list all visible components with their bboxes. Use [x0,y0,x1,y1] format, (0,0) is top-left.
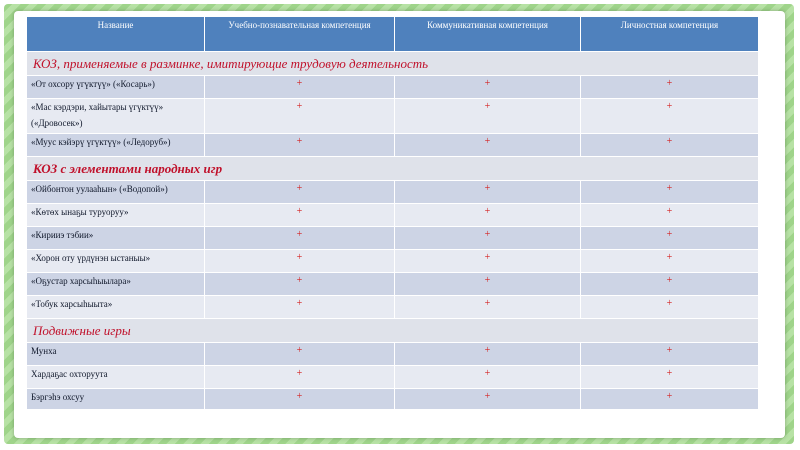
communicative-mark: + [395,389,581,410]
competence-table [26,16,759,410]
header-row [27,17,759,52]
table-row [27,273,759,296]
cognitive-mark: + [205,76,395,99]
communicative-mark: + [395,273,581,296]
cognitive-mark: + [205,99,395,134]
header-cognitive: Учебно-познавательная компетенция [205,17,395,52]
header-communicative: Коммуникативная компетенция [395,17,581,52]
table-row [27,181,759,204]
header-name: Название [27,17,205,52]
communicative-mark: + [395,343,581,366]
cognitive-mark: + [205,250,395,273]
row-name: «Хорон оту үрдүнэн ыстаныы» [27,250,205,273]
table-row [27,204,759,227]
section-title: КОЗ с элементами народных игр [27,157,759,181]
table-row [27,296,759,319]
row-name: Хардаҕас охторуута [27,366,205,389]
row-name: «Муус кэйэрү үгүктүү» («Ледоруб») [27,134,205,157]
cognitive-mark: + [205,389,395,410]
communicative-mark: + [395,76,581,99]
header-personal: Личностная компетенция [581,17,759,52]
slide-card [14,11,785,438]
row-name: «Мас кэрдэри, хайытары үгүктүү» («Дровосек») [27,99,205,134]
cognitive-mark: + [205,181,395,204]
section-header [27,319,759,343]
communicative-mark: + [395,296,581,319]
personal-mark: + [581,227,759,250]
row-name: «Ойбонтон уулааһын» («Водопой») [27,181,205,204]
row-name: «От охсору үгүктүү» («Косарь») [27,76,205,99]
communicative-mark: + [395,366,581,389]
cognitive-mark: + [205,366,395,389]
table-row [27,227,759,250]
cognitive-mark: + [205,343,395,366]
personal-mark: + [581,76,759,99]
personal-mark: + [581,99,759,134]
table-row [27,99,759,134]
communicative-mark: + [395,134,581,157]
personal-mark: + [581,181,759,204]
personal-mark: + [581,296,759,319]
row-name: Мунха [27,343,205,366]
table-row [27,389,759,410]
cognitive-mark: + [205,273,395,296]
row-name: «Көтөх ынаҕы туруоруу» [27,204,205,227]
section-header [27,52,759,76]
personal-mark: + [581,273,759,296]
row-name: Бэргэһэ охсуу [27,389,205,410]
communicative-mark: + [395,227,581,250]
section-header [27,157,759,181]
communicative-mark: + [395,181,581,204]
cognitive-mark: + [205,204,395,227]
communicative-mark: + [395,99,581,134]
personal-mark: + [581,134,759,157]
table-row [27,250,759,273]
communicative-mark: + [395,250,581,273]
row-name: «Оҕустар харсыһыылара» [27,273,205,296]
cognitive-mark: + [205,227,395,250]
table-row [27,134,759,157]
row-name: «Тобук харсыһыыта» [27,296,205,319]
table-row [27,366,759,389]
cognitive-mark: + [205,296,395,319]
personal-mark: + [581,250,759,273]
section-title: КОЗ, применяемые в разминке, имитирующие трудовую деятельность [27,52,759,76]
row-name: «Кирииэ тэбии» [27,227,205,250]
personal-mark: + [581,366,759,389]
cognitive-mark: + [205,134,395,157]
communicative-mark: + [395,204,581,227]
table-row [27,343,759,366]
table-row [27,76,759,99]
personal-mark: + [581,389,759,410]
personal-mark: + [581,343,759,366]
section-title: Подвижные игры [27,319,759,343]
personal-mark: + [581,204,759,227]
